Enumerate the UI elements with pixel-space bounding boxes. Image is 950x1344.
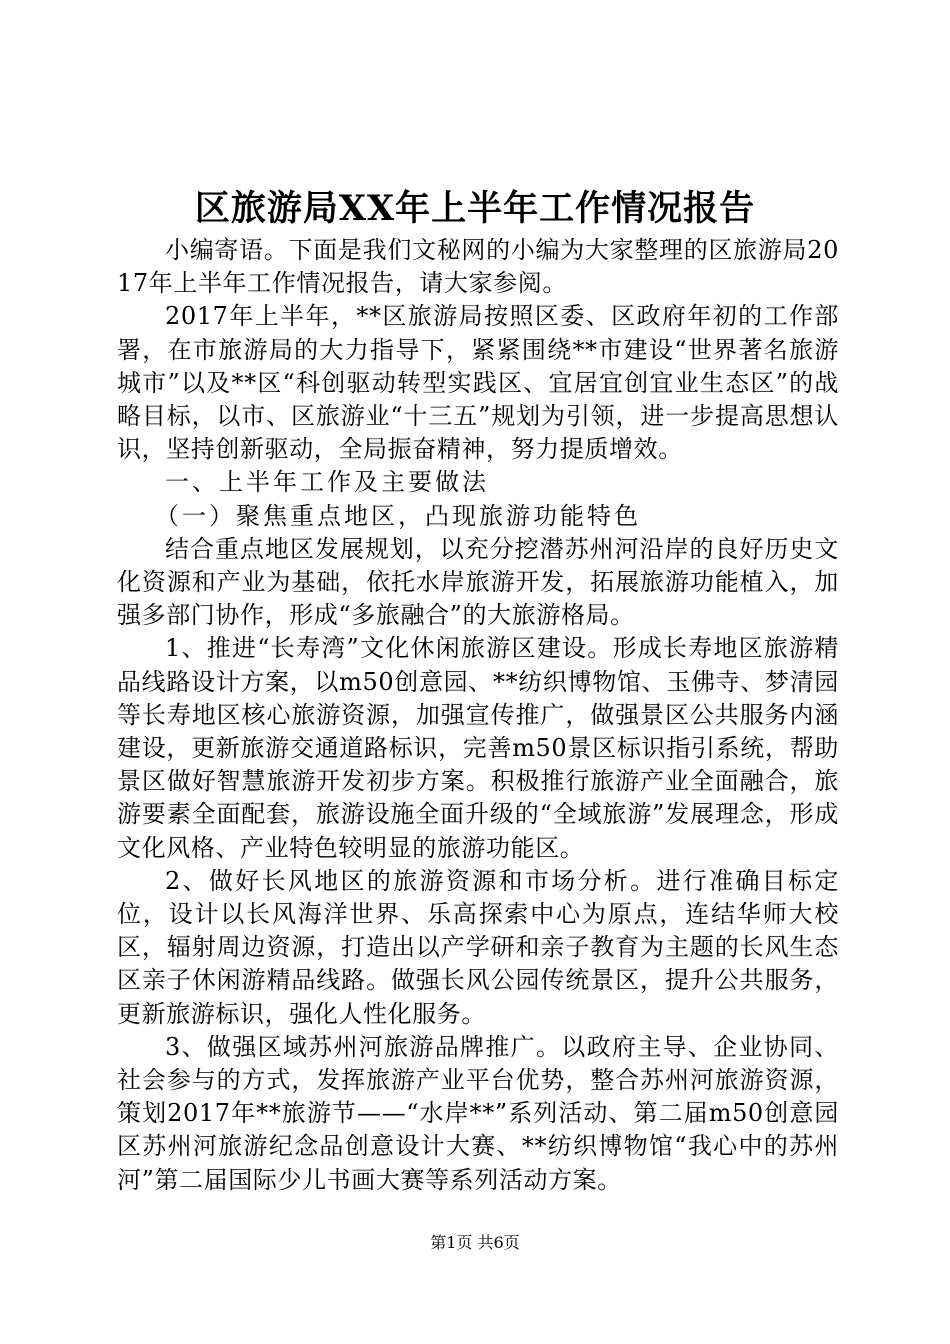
document-title: 区旅游局XX年上半年工作情况报告 [194,188,756,229]
page-footer: 第1页 共6页 [430,1233,520,1252]
intro-paragraph: 小编寄语。下面是我们文秘网的小编为大家整理的区旅游局2017年上半年工作情况报告，请大家参阅。 [117,236,839,298]
subsection-heading: （一）聚焦重点地区，凸现旅游功能特色 [155,501,641,530]
section-paragraph: 结合重点地区发展规划，以充分挖潜苏州河沿岸的良好历史文化资源和产业为基础，依托水岸旅游开发，拓展旅游功能植入，加强多部门协作，形成“多旅融合”的大旅游格局。 [117,534,839,630]
item-paragraph-2: 2、做好长风地区的旅游资源和市场分析。进行准确目标定位，设计以长风海洋世界、乐高探索中心为原点，连结华师大校区，辐射周边资源，打造出以产学研和亲子教育为主题的长风生态区亲子休闲游精品线路。做强长风公园传统景区，提升公共服务，更新旅游标识，强化人性化服务。 [117,866,839,1028]
item-paragraph-3: 3、做强区域苏州河旅游品牌推广。以政府主导、企业协同、社会参与的方式，发挥旅游产业平台优势，整合苏州河旅游资源，策划2017年**旅游节——“水岸**”系列活动、第二届m50创意园区苏州河旅游纪念品创意设计大赛、**纺织博物馆“我心中的苏州河”第二届国际少儿书画大赛等系列活动方案。 [117,1032,839,1194]
summary-paragraph: 2017年上半年，**区旅游局按照区委、区政府年初的工作部署，在市旅游局的大力指导下，紧紧围绕**市建设“世界著名旅游城市”以及**区“科创驱动转型实践区、宜居宜创宜业生态区”的战略目标，以市、区旅游业“十三五”规划为引领，进一步提高思想认识，坚持创新驱动，全局振奋精神，努力提质增效。 [117,302,839,464]
document-body [117,234,839,1197]
item-paragraph-1: 1、推进“长寿湾”文化休闲旅游区建设。形成长寿地区旅游精品线路设计方案，以m50创意园、**纺织博物馆、玉佛寺、梦清园等长寿地区核心旅游资源，加强宣传推广，做强景区公共服务内涵建设，更新旅游交通道路标识，完善m50景区标识指引系统，帮助景区做好智慧旅游开发初步方案。积极推行旅游产业全面融合，旅游要素全面配套，旅游设施全面升级的“全域旅游”发展理念，形成文化风格、产业特色较明显的旅游功能区。 [117,634,839,862]
section-heading: 一、上半年工作及主要做法 [165,468,489,497]
